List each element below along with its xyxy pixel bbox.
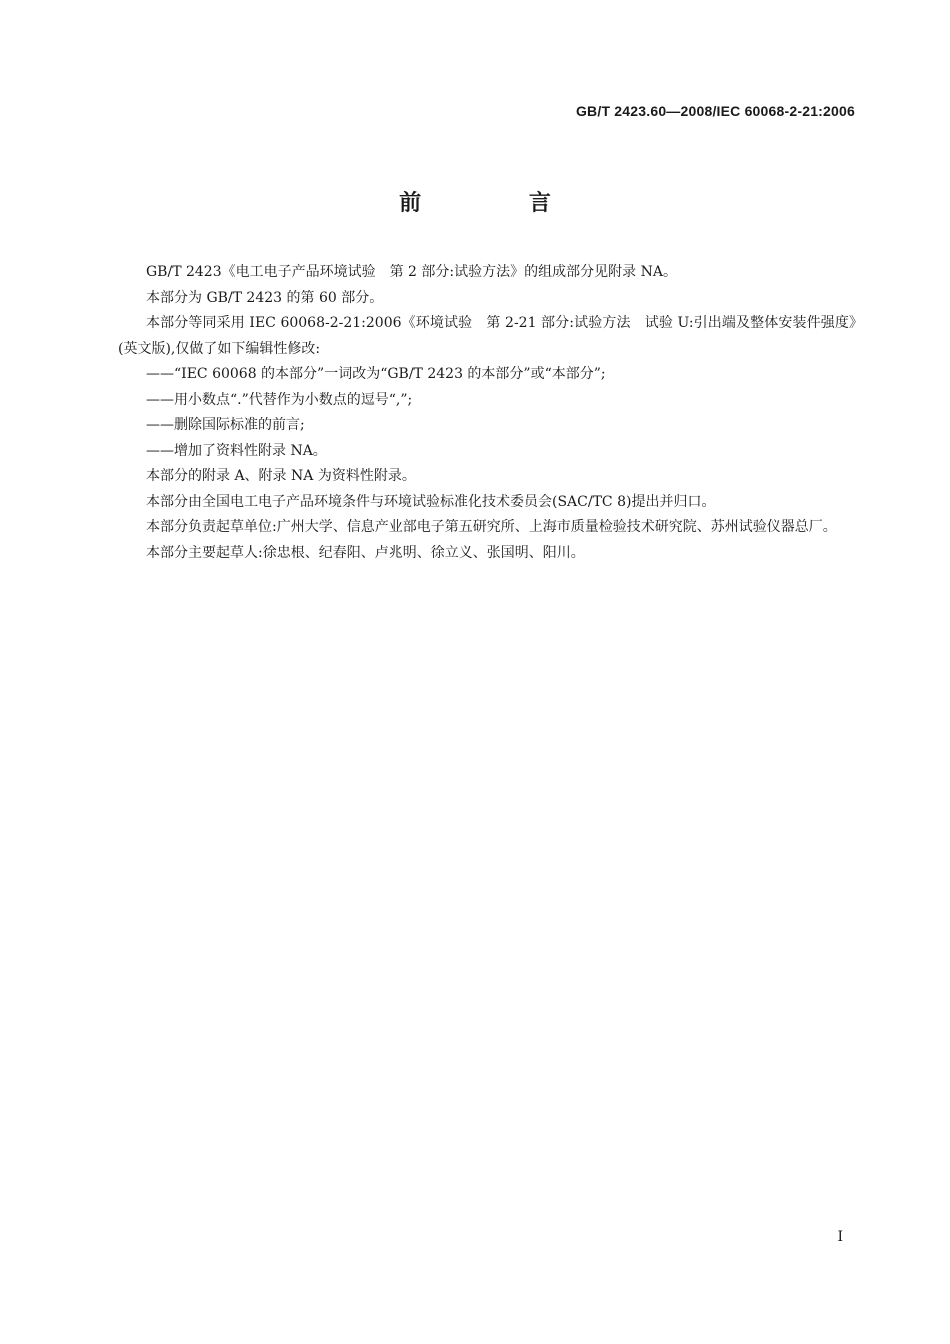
- standard-code-header: GB/T 2423.60—2008/IEC 60068-2-21:2006: [575, 103, 855, 119]
- modification-item: ——增加了资料性附录 NA。: [146, 442, 327, 459]
- paragraph-composition: GB/T 2423《电工电子产品环境试验 第 2 部分:试验方法》的组成部分见附录 NA。: [146, 264, 677, 280]
- paragraph-drafting-units: 本部分负责起草单位:广州大学、信息产业部电子第五研究所、上海市质量检验技术研究院、苏州试验仪器总厂。: [146, 519, 837, 535]
- paragraph-annex-info: 本部分的附录 A、附录 NA 为资料性附录。: [146, 468, 416, 484]
- page-number: I: [837, 1229, 843, 1245]
- foreword-body: [118, 260, 856, 566]
- paragraph-adoption: 本部分等同采用 IEC 60068-2-21:2006《环境试验 第 2-21 部分:试验方法 试验 U:引出端及整体安装件强度》(英文版),仅做了如下编辑性修改:: [118, 315, 856, 357]
- modification-item: ——用小数点“.”代替作为小数点的逗号“,”;: [146, 391, 413, 408]
- modification-item: ——“IEC 60068 的本部分”一词改为“GB/T 2423 的本部分”或“本部分”;: [146, 366, 606, 382]
- paragraph-drafters: 本部分主要起草人:徐忠根、纪春阳、卢兆明、徐立义、张国明、阳川。: [146, 544, 585, 561]
- modification-item: ——删除国际标准的前言;: [146, 417, 305, 433]
- paragraph-proposer: 本部分由全国电工电子产品环境条件与环境试验标准化技术委员会(SAC/TC 8)提出并归口。: [146, 493, 716, 510]
- page-title: 前 言: [399, 191, 601, 216]
- paragraph-part-number: 本部分为 GB/T 2423 的第 60 部分。: [146, 289, 384, 306]
